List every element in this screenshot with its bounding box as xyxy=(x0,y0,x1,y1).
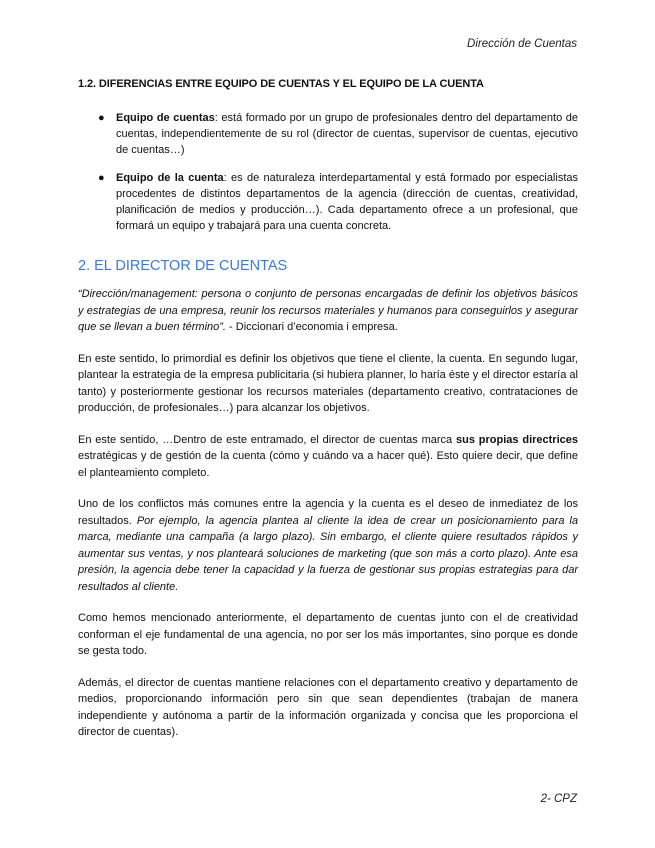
bullet-icon: ● xyxy=(98,172,105,184)
definition: : está formado por un grupo de profesionales dentro del departamento de cuentas, independientemente de su rol (director de cuentas, supervisor de cuentas, ejecutivo de cuentas…) xyxy=(116,112,578,156)
paragraph: En este sentido, lo primordial es definir los objetivos que tiene el cliente, la cuenta. En segundo lugar, plantear la estrategia de la empresa publicitaria (si hubiera planner, lo haría éste y el director estaría al tanto) y posteriormente gestionar los recursos materiales (departamento creativo, contrataciones de producción, de profesionales…) para alcanzar los objetivos. xyxy=(78,352,578,414)
quote-source: - Diccionari d’economia i empresa. xyxy=(225,321,398,333)
text-run: En este sentido, …Dentro de este entramado, el director de cuentas marca xyxy=(78,433,456,446)
list-item xyxy=(78,110,578,158)
text-run: Uno de los conflictos más comunes entre la agencia y la cuenta es el deseo de inmediatez de los resultados. xyxy=(78,498,578,527)
subsection-heading: 1.2. DIFERENCIAS ENTRE EQUIPO DE CUENTAS Y EL EQUIPO DE LA CUENTA xyxy=(78,78,484,90)
definition-list xyxy=(78,110,578,234)
paragraph: Como hemos mencionado anteriormente, el departamento de cuentas junto con el de creatividad conforman el eje fundamental de una agencia, no por ser los más importantes, sino porque es donde se gesta todo. xyxy=(78,612,578,657)
quote-paragraph xyxy=(78,286,578,336)
bullet-icon: ● xyxy=(98,112,105,124)
bold-text: sus propias directrices xyxy=(456,433,578,446)
term: Equipo de cuentas xyxy=(116,112,215,124)
page-content xyxy=(78,78,578,756)
term: Equipo de la cuenta xyxy=(116,172,224,184)
section-heading: 2. EL DIRECTOR DE CUENTAS xyxy=(78,258,288,274)
quote-text: “Dirección/management: persona o conjunto de personas encargadas de definir los objetivos básicos y estrategias de una empresa, reunir los recursos materiales y humanos para conseguirlos y asegurar que se llevan a buen término”. xyxy=(78,288,578,333)
list-item xyxy=(78,170,578,234)
definition: : es de naturaleza interdepartamental y está formado por especialistas procedentes de distintos departamentos de la agencia (dirección de cuentas, creatividad, planificación de medios y producción…). Cada departamento ofrece a un profesional, que formará un equipo y trabajará para una cuenta concreta. xyxy=(116,172,578,232)
page-footer: 2- CPZ xyxy=(540,793,577,805)
italic-text: Por ejemplo, la agencia plantea al cliente la idea de crear un posicionamiento para la marca, mediante una campaña (a largo plazo). Sin embargo, el cliente quiere resultados rápidos y aumentar sus ventas, y nos planteará soluciones de marketing (que son más a corto plazo). Ante esa presión, la agencia debe tener la capacidad y la fuerza de gestionar sus propias estrategias para dar resultados al cliente. xyxy=(78,514,578,593)
paragraph: Además, el director de cuentas mantiene relaciones con el departamento creativo y departamento de medios, proporcionando información pero sin que sean dependientes (trabajan de manera independiente y autónoma a partir de la información organizada y concisa que les proporciona el director de cuentas). xyxy=(78,676,578,738)
paragraph xyxy=(78,432,578,482)
page-header: Dirección de Cuentas xyxy=(467,38,577,50)
text-run: estratégicas y de gestión de la cuenta (cómo y cuándo va a hacer qué). Esto quiere decir, que define el planteamiento completo. xyxy=(78,450,578,479)
paragraph xyxy=(78,496,578,595)
